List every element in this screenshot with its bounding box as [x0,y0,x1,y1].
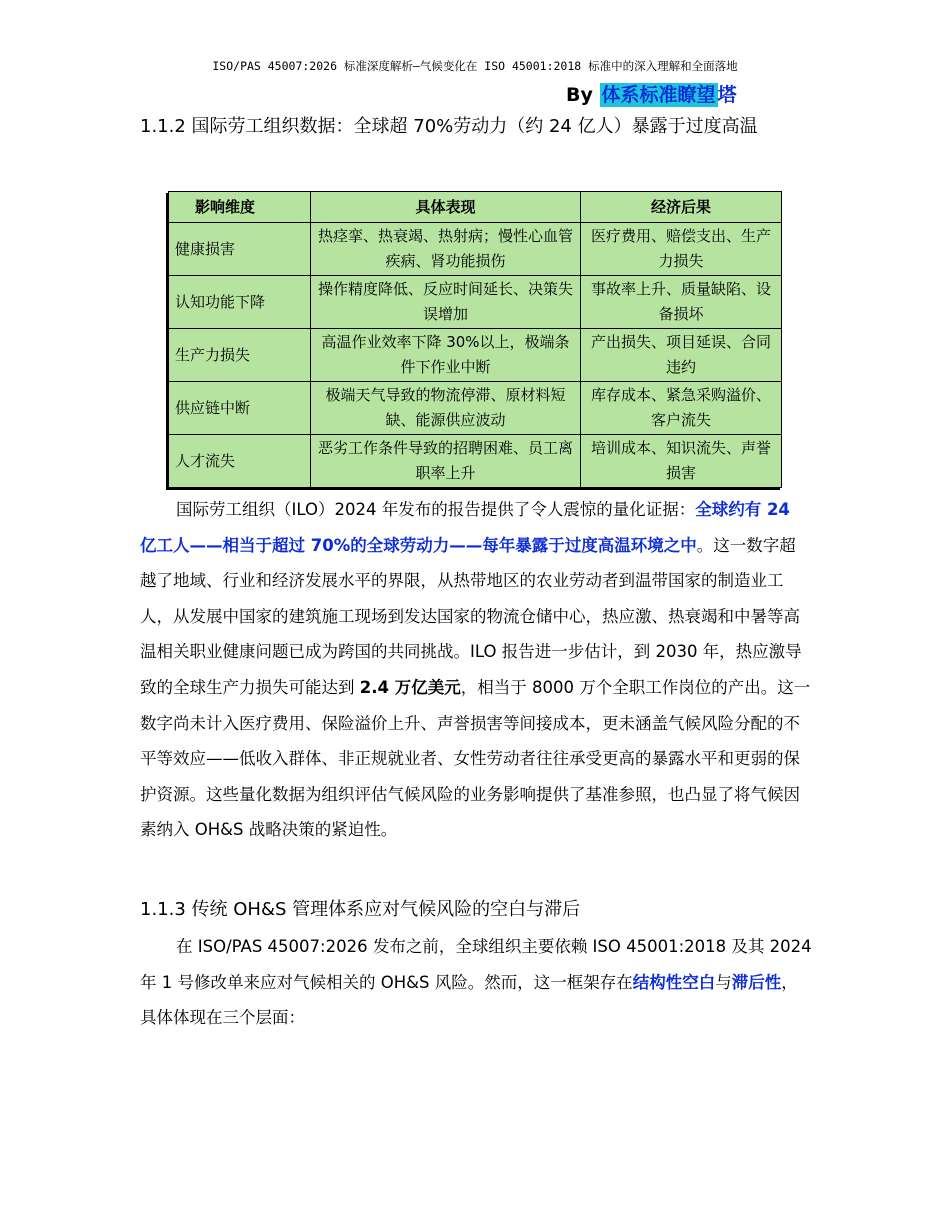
paragraph-text: ，相当于 8000 万个全职工作岗位的产出。这一数字尚未计入医疗费用、保险溢价上升、声誉损害等间接成本，更未涵盖气候风险分配的不平等效应——低收入群体、非正规就业者、女性劳动者往往承受更高的暴露水平和更弱的保护资源。这些量化数据为组织评估气候风险的业务影响提供了基准参照，也凸显了将气候因素纳入 OH&S 战略决策的紧迫性。 [140,677,811,840]
body-paragraph-gaps [140,929,812,1036]
table-cell-consequence: 培训成本、知识流失、声誉损害 [581,435,782,488]
section-heading-1-1-3: 1.1.3 传统 OH&S 管理体系应对气候风险的空白与滞后 [140,899,581,920]
table-cell-manifestation: 极端天气导致的物流停滞、原材料短缺、能源供应波动 [311,382,581,435]
table-row [169,223,782,276]
paragraph-text: 与 [715,972,732,992]
table-cell-dimension: 人才流失 [169,435,311,488]
table-row [169,276,782,329]
highlight-text: 结构性空白 [632,972,716,992]
table-cell-manifestation: 热痉挛、热衰竭、热射病；慢性心血管疾病、肾功能损伤 [311,223,581,276]
table-row [169,382,782,435]
running-header: ISO/PAS 45007:2026 标准深度解析—气候变化在 ISO 45001:2018 标准中的深入理解和全面落地 [212,59,738,73]
column-header: 经济后果 [581,192,782,223]
paragraph-text: 在 ISO/PAS 45007:2026 发布之前，全球组织主要依赖 ISO 45001:2018 及其 2024 年 1 号修改单来应对气候相关的 OH&S 风险。然而，这一框架存在 [140,937,812,992]
highlight-text: 全球约有 24 亿工人——相当于超过 70%的全球劳动力——每年暴露于过度高温环境之中 [140,500,790,555]
paragraph-text: 。这一数字超越了地域、行业和经济发展水平的界限，从热带地区的农业劳动者到温带国家的制造业工人，从发展中国家的建筑施工现场到发达国家的物流仓储中心，热应激、热衰竭和中暑等高温相关职业健康问题已成为跨国的共同挑战。ILO 报告进一步估计，到 2030 年，热应激导致的全球生产力损失可能达到 [140,535,802,697]
table-header-row [169,192,782,223]
highlight-text: 滞后性 [731,972,782,992]
section-heading-1-1-2: 1.1.2 国际劳工组织数据：全球超 70%劳动力（约 24 亿人）暴露于过度高温 [140,116,758,137]
table-cell-manifestation: 操作精度降低、反应时间延长、决策失误增加 [311,276,581,329]
table-cell-manifestation: 高温作业效率下降 30%以上，极端条件下作业中断 [311,329,581,382]
table-cell-consequence: 事故率上升、质量缺陷、设备损坏 [581,276,782,329]
table-cell-consequence: 产出损失、项目延误、合同违约 [581,329,782,382]
table-cell-dimension: 生产力损失 [169,329,311,382]
author-byline [566,80,737,107]
table-cell-dimension: 认知功能下降 [169,276,311,329]
table-cell-manifestation: 恶劣工作条件导致的招聘困难、员工离职率上升 [311,435,581,488]
body-paragraph-ilo-data [140,492,812,848]
column-header: 影响维度 [169,192,311,223]
by-prefix: By [566,84,593,106]
table-row [169,329,782,382]
column-header: 具体表现 [311,192,581,223]
paragraph-text: ，具体体现在三个层面： [140,972,798,1028]
table-cell-dimension: 供应链中断 [169,382,311,435]
table-cell-consequence: 医疗费用、赔偿支出、生产力损失 [581,223,782,276]
table-cell-dimension: 健康损害 [169,223,311,276]
impact-table [168,191,782,488]
brand-highlight: 体系标准瞭望 [601,84,716,106]
paragraph-text: 国际劳工组织（ILO）2024 年发布的报告提供了令人震惊的量化证据： [176,500,696,519]
table-cell-consequence: 库存成本、紧急采购溢价、客户流失 [581,382,782,435]
brand-tail: 塔 [717,84,737,106]
table-row [169,435,782,488]
bold-text: 2.4 万亿美元 [359,677,461,697]
